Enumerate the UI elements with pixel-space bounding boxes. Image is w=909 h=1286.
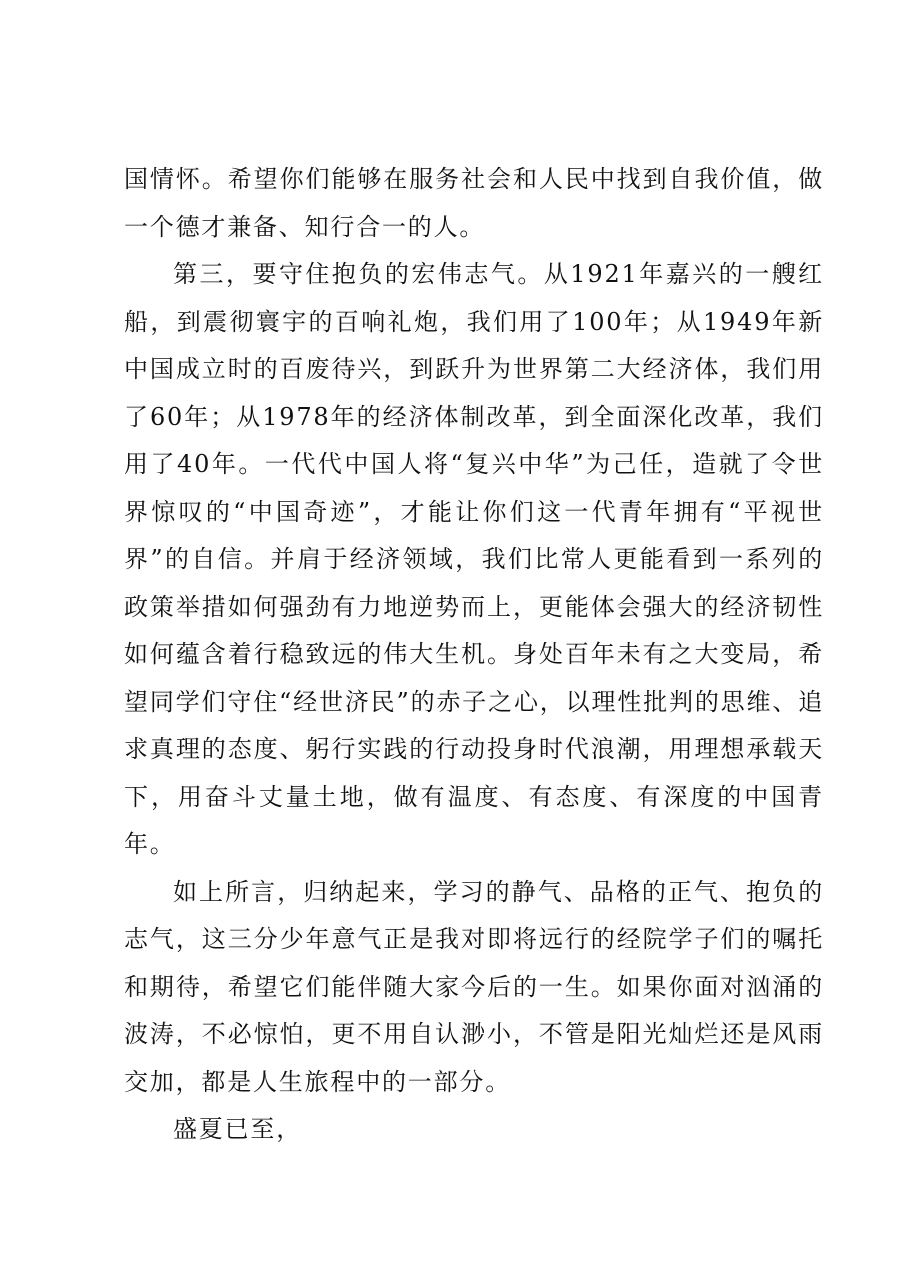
paragraph-2: 第三，要守住抱负的宏伟志气。从1921年嘉兴的一艘红船，到震彻寰宇的百响礼炮，我们用了100年；从1949年新中国成立时的百废待兴，到跃升为世界第二大经济体，我们用了60年；从1978年的经济体制改革，到全面深化改革，我们用了40年。一代代中国人将“复兴中华”为己任，造就了令世界惊叹的“中国奇迹”，才能让你们这一代青年拥有“平视世界”的自信。并肩于经济领域，我们比常人更能看到一系列的政策举措如何强劲有力地逆势而上，更能体会强大的经济韧性如何蕴含着行稳致远的伟大生机。身处百年未有之大变局，希望同学们守住“经世济民”的赤子之心，以理性批判的思维、追求真理的态度、躬行实践的行动投身时代浪潮，用理想承载天下，用奋斗丈量土地，做有温度、有态度、有深度的中国青年。 [124, 260, 824, 858]
document-body [124, 156, 824, 1154]
paragraph-4: 盛夏已至， [173, 1115, 302, 1143]
paragraph-1: 国情怀。希望你们能够在服务社会和人民中找到自我价值，做一个德才兼备、知行合一的人。 [124, 165, 824, 241]
paragraph-3: 如上所言，归纳起来，学习的静气、品格的正气、抱负的志气，这三分少年意气正是我对即将远行的经院学子们的嘱托和期待，希望它们能伴随大家今后的一生。如果你面对汹涌的波涛，不必惊怕，更不用自认渺小，不管是阳光灿烂还是风雨交加，都是人生旅程中的一部分。 [124, 877, 824, 1096]
